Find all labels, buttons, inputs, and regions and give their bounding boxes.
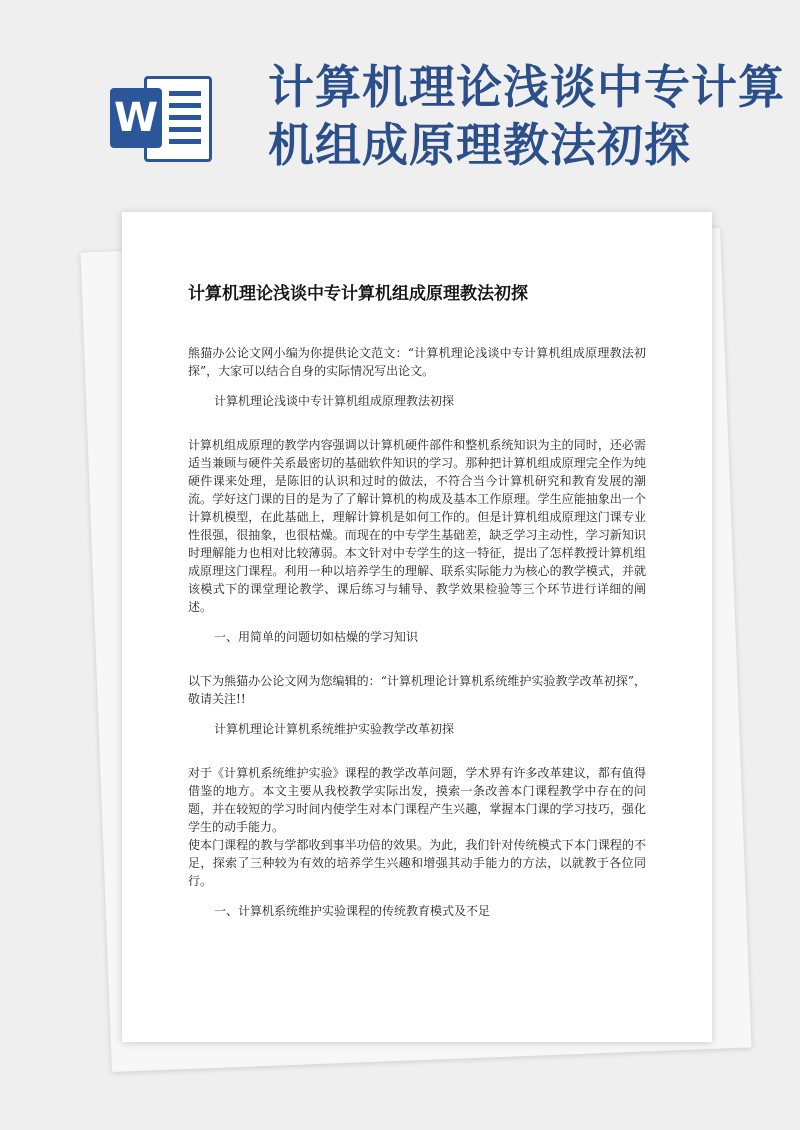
intro-paragraph: 熊猫办公论文网小编为你提供论文范文：“计算机理论浅谈中专计算机组成原理教法初探”，大家可以结合自身的实际情况写出论文。 <box>188 346 646 378</box>
word-document-icon <box>110 68 210 164</box>
subtitle-1: 计算机理论浅谈中专计算机组成原理教法初探 <box>214 394 455 408</box>
body-paragraph-2b: 使本门课程的教与学都收到事半功倍的效果。为此，我们针对传统模式下本门课程的不足，探索了三种较为有效的培养学生兴趣和增强其动手能力的方法，以就教于各位同行。 <box>188 838 646 888</box>
document-content <box>188 282 646 920</box>
document-title: 计算机理论浅谈中专计算机组成原理教法初探 <box>188 284 528 304</box>
banner-title: 计算机理论浅谈中专计算机组成原理教法初探 <box>268 60 785 172</box>
subtitle-2: 计算机理论计算机系统维护实验教学改革初探 <box>214 722 455 736</box>
body-paragraph-1: 计算机组成原理的教学内容强调以计算机硬件部件和整机系统知识为主的同时，还必需适当兼顾与硬件关系最密切的基础软件知识的学习。那种把计算机组成原理完全作为纯硬件课来处理，是陈旧的认识和过时的做法，不符合当今计算机研究和教育发展的潮流。学好这门课的目的是为了了解计算机的构成及基本工作原理。学生应能抽象出一个计算机模型，在此基础上，理解计算机是如何工作的。但是计算机组成原理这门课专业性很强，很抽象，也很枯燥。而现在的中专学生基础差，缺乏学习主动性，学习新知识时理解能力也相对比较薄弱。本文针对中专学生的这一特征，提出了怎样教授计算机组成原理这门课程。利用一种以培养学生的理解、联系实际能力为核心的教学模式，并就该模式下的课堂理论教学、课后练习与辅导、教学效果检验等三个环节进行详细的阐述。 <box>188 438 646 614</box>
document-page <box>122 212 712 1042</box>
section-heading-2: 一、计算机系统维护实验课程的传统教育模式及不足 <box>214 904 491 918</box>
banner <box>0 0 800 200</box>
body-paragraph-2a: 对于《计算机系统维护实验》课程的教学改革问题，学术界有许多改革建议，都有值得借鉴的地方。本文主要从我校教学实际出发，摸索一条改善本门课程教学中存在的问题，并在较短的学习时间内使学生对本门课程产生兴趣，掌握本门课的学习技巧，强化学生的动手能力。 <box>188 766 646 834</box>
word-badge: W <box>110 88 162 148</box>
intro-paragraph-2: 以下为熊猫办公论文网为您编辑的：“计算机理论计算机系统维护实验教学改革初探”，敬请关注!! <box>188 674 646 706</box>
section-heading-1: 一、用简单的问题切如枯燥的学习知识 <box>214 630 419 644</box>
